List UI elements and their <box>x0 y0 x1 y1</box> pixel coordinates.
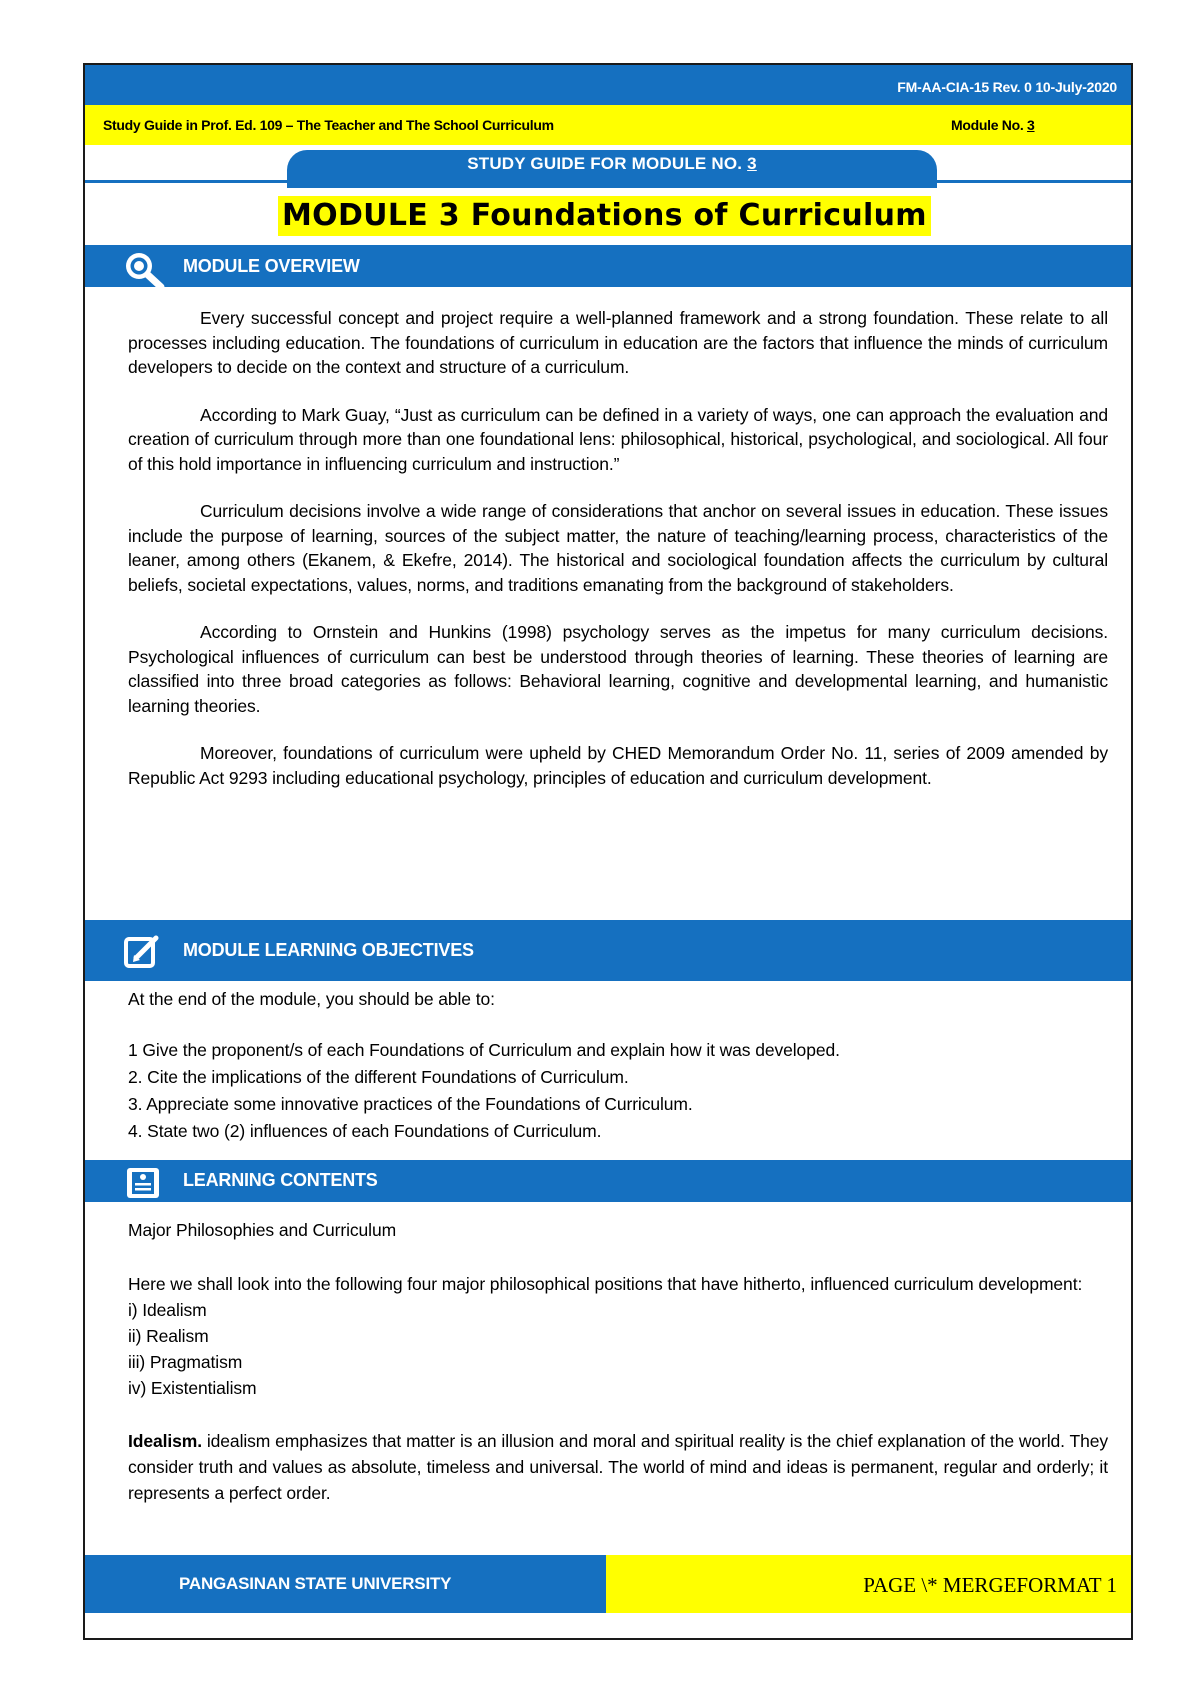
overview-body <box>128 306 1108 813</box>
objectives-intro: At the end of the module, you should be able to: <box>128 989 495 1009</box>
learning-contents-bar <box>85 1160 1131 1202</box>
module-overview-bar <box>85 245 1131 287</box>
study-guide-tab-label: STUDY GUIDE FOR MODULE NO. 3 <box>467 154 757 173</box>
overview-paragraph: According to Mark Guay, “Just as curriculum can be defined in a variety of ways, one can approach the evaluation and creation of curriculum through more than one foundational lens: philosophical, historical, psychological, and sociological. All four of this hold importance in influencing curriculum and instruction.” <box>128 404 1108 474</box>
module-overview-heading: MODULE OVERVIEW <box>183 256 360 276</box>
form-code: FM-AA-CIA-15 Rev. 0 10-July-2020 <box>897 79 1117 95</box>
learning-objectives-heading: MODULE LEARNING OBJECTIVES <box>183 940 474 960</box>
philosophy-list-item: ii) Realism <box>128 1326 209 1346</box>
magnifier-icon <box>121 249 165 289</box>
idealism-term: Idealism. <box>128 1431 202 1451</box>
university-name: PANGASINAN STATE UNIVERSITY <box>179 1574 452 1593</box>
form-code-bar <box>85 65 1131 105</box>
study-guide-tab <box>287 150 937 188</box>
idealism-paragraph <box>128 1428 1108 1506</box>
philosophy-list-item: i) Idealism <box>128 1300 207 1320</box>
contents-subheading: Major Philosophies and Curriculum <box>128 1220 397 1240</box>
book-icon <box>125 1166 161 1200</box>
overview-paragraph: Curriculum decisions involve a wide range of considerations that anchor on several issues in education. These issues include the purpose of learning, sources of the subject matter, the nature of teaching/learning process, characteristics of the leaner, among others (Ekanem, & Ekefre, 2014). The historical and sociological foundation affects the curriculum by cultural beliefs, societal expectations, values, norms, and traditions emanating from the background of stakeholders. <box>128 501 1108 595</box>
overview-paragraph: According to Ornstein and Hunkins (1998) psychology serves as the impetus for many curriculum decisions. Psychological influences of curriculum can best be understood through theories of learning. These theories of learning are classified into three broad categories as follows: Behavioral learning, cognitive and developmental learning, and humanistic learning theories. <box>128 622 1108 716</box>
module-number: Module No. 3 <box>951 117 1035 133</box>
overview-paragraph: Moreover, foundations of curriculum were upheld by CHED Memorandum Order No. 11, series of 2009 amended by Republic Act 9293 including educational psychology, principles of education and curriculum development. <box>128 743 1108 788</box>
philosophy-list-item: iii) Pragmatism <box>128 1352 243 1372</box>
idealism-text: idealism emphasizes that matter is an illusion and moral and spiritual reality is the chief explanation of the world. They consider truth and values as absolute, timeless and universal. The world of mind and ideas is permanent, regular and orderly; it represents a perfect order. <box>128 1431 1108 1503</box>
contents-intro: Here we shall look into the following four major philosophical positions that have hitherto, influenced curriculum development: <box>128 1274 1083 1294</box>
objective-item: 4. State two (2) influences of each Foundations of Curriculum. <box>128 1121 602 1141</box>
footer-page-bar <box>606 1555 1131 1613</box>
learning-objectives-bar <box>85 920 1131 981</box>
guide-title-bar <box>85 105 1131 145</box>
learning-contents-heading: LEARNING CONTENTS <box>183 1170 378 1190</box>
module-title: MODULE 3 Foundations of Curriculum <box>278 196 931 236</box>
page-number-field: PAGE \* MERGEFORMAT 1 <box>863 1573 1117 1597</box>
objective-item: 2. Cite the implications of the different Foundations of Curriculum. <box>128 1067 629 1087</box>
objective-item: 1 Give the proponent/s of each Foundations of Curriculum and explain how it was developed. <box>128 1040 840 1060</box>
guide-title: Study Guide in Prof. Ed. 109 – The Teacher and The School Curriculum <box>103 117 554 133</box>
edit-icon <box>123 934 163 970</box>
overview-paragraph: Every successful concept and project require a well-planned framework and a strong foundation. These relate to all processes including education. The foundations of curriculum in education are the factors that influence the minds of curriculum developers to decide on the context and structure of a curriculum. <box>128 308 1108 377</box>
philosophy-list-item: iv) Existentialism <box>128 1378 257 1398</box>
footer-university-bar <box>85 1555 606 1613</box>
contents-body <box>128 1218 1108 1506</box>
objective-item: 3. Appreciate some innovative practices of the Foundations of Curriculum. <box>128 1094 693 1114</box>
objectives-body <box>128 987 1108 1145</box>
